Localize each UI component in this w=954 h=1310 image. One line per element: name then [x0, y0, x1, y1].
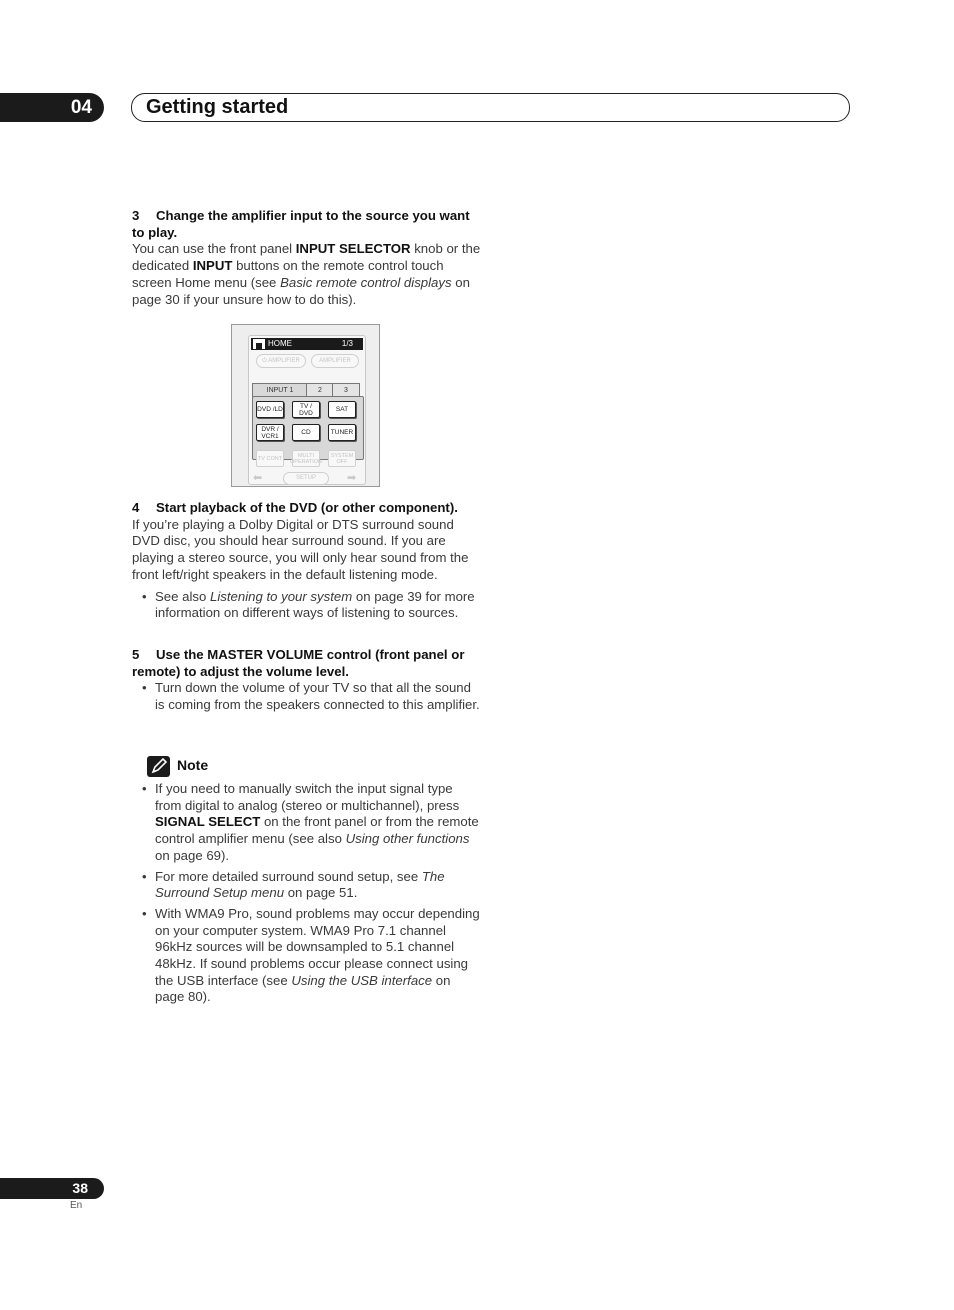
key-cd: CD — [292, 424, 320, 441]
step-3-body: You can use the front panel INPUT SELECTOR knob or the dedicated INPUT buttons on the remote control touch screen Home menu (see Basic remote control displays on page 30 if your unsure how to do this). — [132, 241, 481, 307]
step-5 — [132, 647, 482, 714]
tab-input-3: 3 — [332, 383, 360, 398]
key-multi-operation: MULTI OPERATION — [292, 450, 320, 467]
note-bullet-1: • If you need to manually switch the input signal type from digital to analog (stereo or multichannel), press SIGNAL SELECT on the front panel or from the remote control amplifier menu (see also Using other functions on page 69). — [132, 781, 482, 865]
remote-control-screen-figure — [231, 324, 380, 487]
home-label: HOME — [268, 339, 292, 348]
arrow-right-icon: ➡ — [347, 472, 357, 484]
note-bullet-2: • For more detailed surround sound setup, see The Surround Setup menu on page 51. — [132, 869, 482, 902]
step-4-heading: 4 Start playback of the DVD (or other component). — [132, 500, 458, 515]
key-tv-cont: TV CONT — [256, 450, 284, 467]
remote-touch-screen — [248, 335, 366, 485]
chapter-number-tab: 04 — [0, 93, 104, 122]
step-4 — [132, 500, 482, 622]
home-bar — [251, 338, 363, 350]
note-bullet-3: • With WMA9 Pro, sound problems may occur depending on your computer system. WMA9 Pro 7.1 channel 96kHz sources will be downsampled to 5.1 channel 48kHz. If sound problems occur please connect using the USB interface (see Using the USB interface on page 80). — [132, 906, 482, 1006]
setup-button: SETUP — [283, 472, 329, 485]
step-3 — [132, 208, 482, 308]
key-dvr-vcr1: DVR / VCR1 — [256, 424, 284, 441]
key-system-off: SYSTEM OFF — [328, 450, 356, 467]
amplifier-menu-button: AMPLIFIER — [311, 354, 359, 368]
step-4-body: If you’re playing a Dolby Digital or DTS surround sound DVD disc, you should hear surround sound. If you are playing a stereo source, you will only hear sound from the front left/right speakers in the default listening mode. — [132, 516, 469, 582]
note-list — [132, 781, 482, 1006]
step-5-heading: 5 Use the MASTER VOLUME control (front panel or remote) to adjust the volume level. — [132, 647, 465, 679]
page-number-tab: 38 — [0, 1178, 104, 1199]
amplifier-power-button: ⏻ AMPLIFIER — [256, 354, 306, 368]
note-label: Note — [177, 757, 209, 773]
key-tv-dvd: TV / DVD — [292, 401, 320, 418]
key-tuner: TUNER — [328, 424, 356, 441]
step-3-heading: 3 Change the amplifier input to the source you want to play. — [132, 208, 470, 240]
language-label: En — [70, 1200, 83, 1211]
home-icon — [253, 339, 265, 349]
note-pencil-icon — [147, 756, 170, 777]
step-5-bullet: • Turn down the volume of your TV so that all the sound is coming from the speakers connected to this amplifier. — [132, 680, 482, 713]
key-dvd-ld: DVD /LD — [256, 401, 284, 418]
chapter-title-box — [131, 93, 850, 122]
key-sat: SAT — [328, 401, 356, 418]
tab-input-2: 2 — [306, 383, 334, 398]
step-4-bullet: • See also Listening to your system on page 39 for more information on different ways of listening to sources. — [132, 589, 482, 622]
page-indicator: 1/3 — [341, 339, 353, 348]
tab-input-1: INPUT 1 — [252, 383, 308, 398]
arrow-left-icon: ⬅ — [253, 472, 263, 484]
chapter-title: Getting started — [146, 96, 289, 118]
